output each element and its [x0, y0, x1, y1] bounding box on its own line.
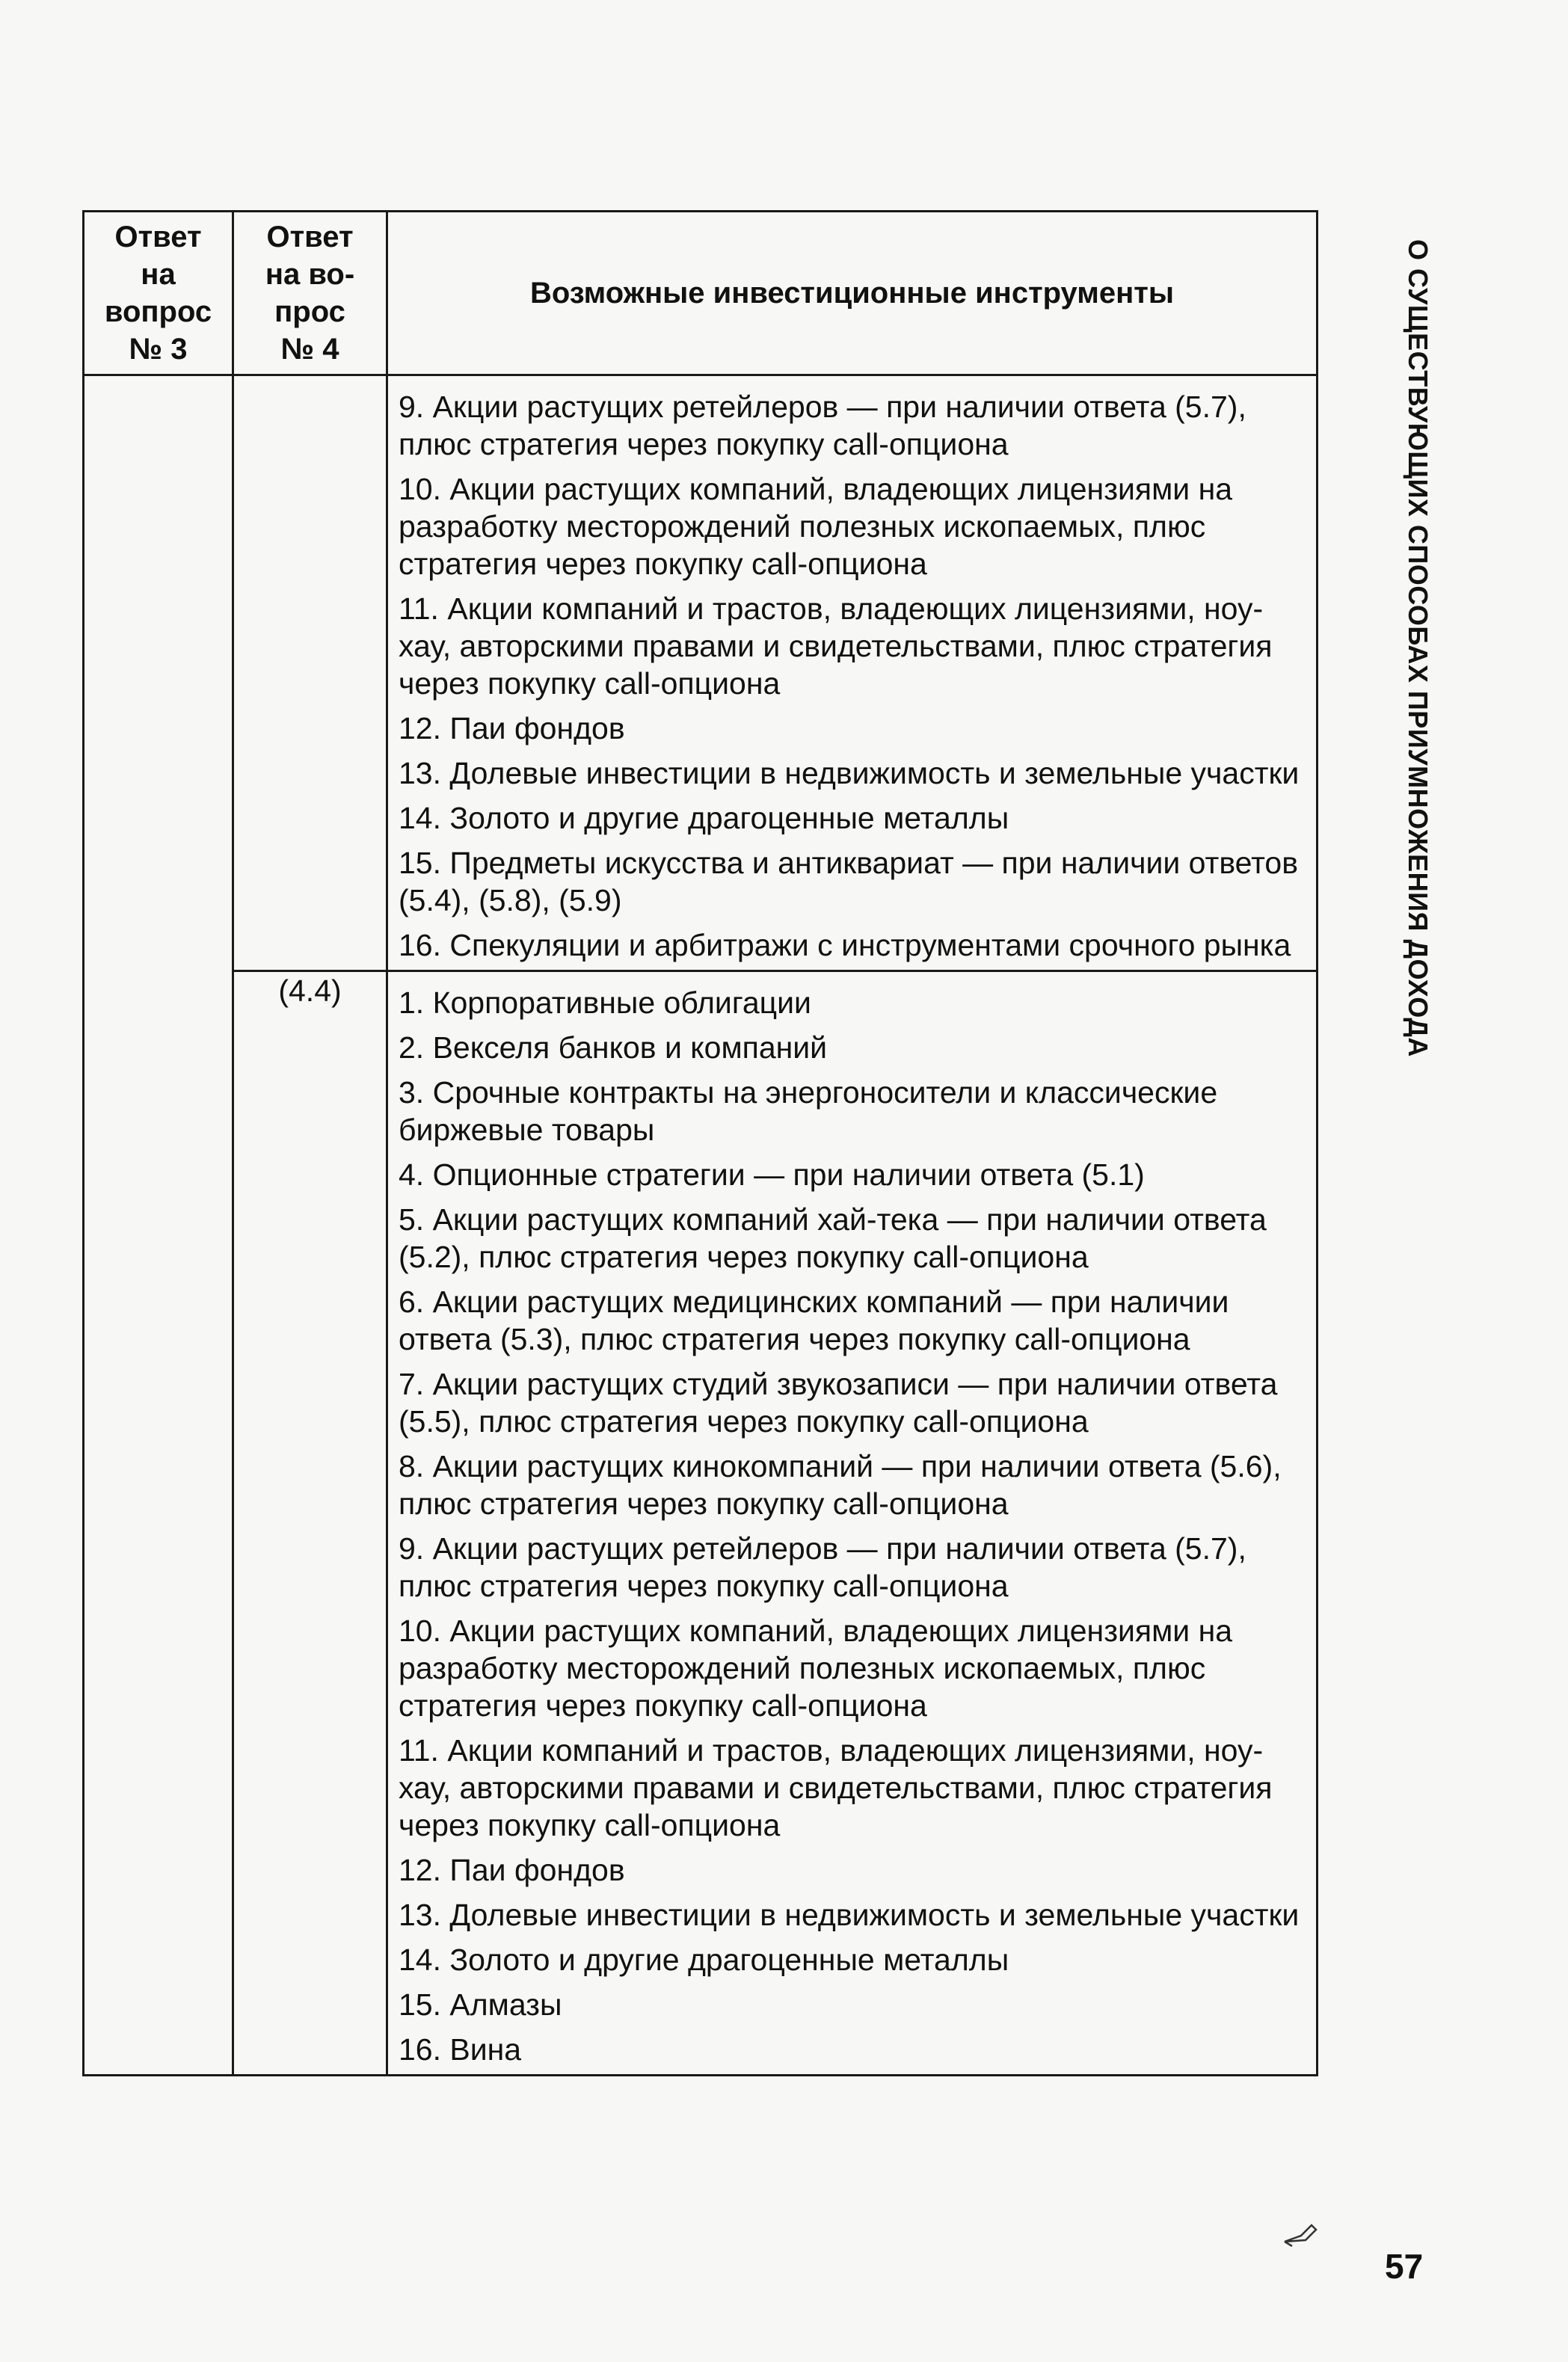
list-item: 9. Акции растущих ретейлеров — при наличии ответа (5.7), плюс стратегия через покупку call-опциона [399, 390, 1246, 461]
running-head-text: О СУЩЕСТВУЮЩИХ СПОСОБАХ ПРИУМНОЖЕНИЯ ДОХОДА [1403, 239, 1433, 1057]
list-item: 1. Корпоративные облигации [399, 985, 811, 1020]
list-item: 13. Долевые инвестиции в недвижимость и земельные участки [399, 1898, 1300, 1932]
list-item: 3. Срочные контракты на энергоносители и классические биржевые товары [399, 1075, 1218, 1147]
list-item: 5. Акции растущих компаний хай-тека — при наличии ответа (5.2), плюс стратегия через покупку call-опциона [399, 1202, 1267, 1274]
header-instruments: Возможные инвестиционные инструменты [387, 212, 1318, 375]
list-item: 10. Акции растущих компаний, владеющих лицензиями на разработку месторождений полезных ископаемых, плюс стратегия через покупку call-опциона [399, 472, 1233, 581]
list-item: 13. Долевые инвестиции в недвижимость и земельные участки [399, 756, 1300, 790]
instruments-table [82, 210, 1318, 2076]
list-item: 16. Вина [399, 2032, 522, 2067]
list-item: 11. Акции компаний и трастов, владеющих лицензиями, ноу-хау, авторскими правами и свидетельствами, плюс стратегия через покупку call-опциона [399, 591, 1273, 701]
list-item: 10. Акции растущих компаний, владеющих лицензиями на разработку месторождений полезных ископаемых, плюс стратегия через покупку call-опциона [399, 1614, 1233, 1723]
q3-answer-cell [84, 375, 233, 2076]
list-item: 7. Акции растущих студий звукозаписи — при наличии ответа (5.5), плюс стратегия через покупку call-опциона [399, 1367, 1278, 1439]
list-item: 2. Векселя банков и компаний [399, 1030, 828, 1065]
list-item: 14. Золото и другие драгоценные металлы [399, 801, 1009, 835]
instruments-cell [387, 375, 1318, 971]
list-item: 15. Алмазы [399, 1987, 562, 2022]
q4-answer-cell: (4.4) [233, 971, 387, 2076]
list-item: 16. Спекуляции и арбитражи с инструментами срочного рынка [399, 928, 1291, 962]
list-item: 11. Акции компаний и трастов, владеющих лицензиями, ноу-хау, авторскими правами и свидетельствами, плюс стратегия через покупку call-опциона [399, 1733, 1273, 1842]
table-row [84, 971, 1318, 2076]
instruments-cell [387, 971, 1318, 2076]
list-item: 14. Золото и другие драгоценные металлы [399, 1943, 1009, 1977]
list-item: 4. Опционные стратегии — при наличии ответа (5.1) [399, 1157, 1145, 1192]
page-number: 57 [1385, 2247, 1424, 2286]
table-row [84, 375, 1318, 971]
table-header-row [84, 212, 1318, 375]
header-q3: Ответ на вопрос № 3 [84, 212, 233, 375]
list-item: 12. Паи фондов [399, 1853, 625, 1887]
pencil-mark-icon [1279, 2219, 1323, 2249]
header-q4: Ответ на во- прос № 4 [233, 212, 387, 375]
list-item: 9. Акции растущих ретейлеров — при наличии ответа (5.7), плюс стратегия через покупку call-опциона [399, 1531, 1246, 1603]
list-item: 6. Акции растущих медицинских компаний — при наличии ответа (5.3), плюс стратегия через покупку call-опциона [399, 1285, 1229, 1356]
running-head [1395, 239, 1439, 1057]
q4-answer-cell [233, 375, 387, 971]
list-item: 15. Предметы искусства и антиквариат — при наличии ответов (5.4), (5.8), (5.9) [399, 846, 1298, 917]
list-item: 12. Паи фондов [399, 711, 625, 745]
list-item: 8. Акции растущих кинокомпаний — при наличии ответа (5.6), плюс стратегия через покупку call-опциона [399, 1449, 1282, 1521]
